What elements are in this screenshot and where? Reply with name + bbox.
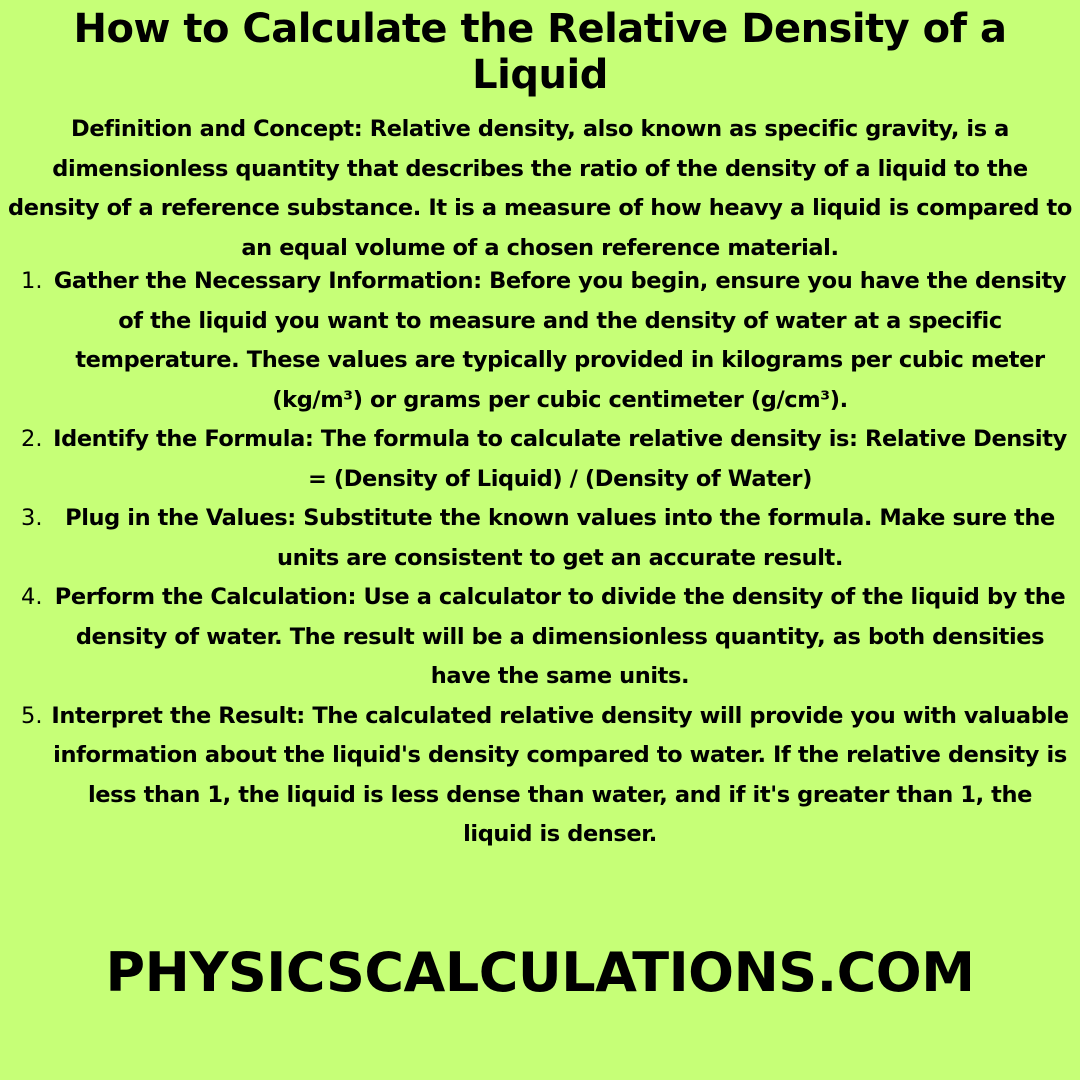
step-text: Identify the Formula: The formula to calculate relative density is: Relative Density = (Density of Liquid) / (Density of Water)	[53, 426, 1067, 492]
step-item	[0, 697, 1080, 855]
step-text: Gather the Necessary Information: Before you begin, ensure you have the density of the liquid you want to measure and the density of water at a specific temperature. These values are typically provided in kilograms per cubic meter (kg/m³) or grams per cubic centimeter (g/cm³).	[53, 268, 1067, 413]
step-text: Perform the Calculation: Use a calculator to divide the density of the liquid by the density of water. The result will be a dimensionless quantity, as both densities have the same units.	[54, 584, 1066, 689]
step-item	[0, 499, 1080, 578]
step-text: Interpret the Result: The calculated relative density will provide you with valuable information about the liquid's density compared to water. If the relative density is less than 1, the liquid is less dense than water, and if it's greater than 1, the liquid is denser.	[51, 702, 1069, 847]
step-number: 2.	[21, 426, 43, 452]
step-item	[0, 578, 1080, 697]
steps-list	[0, 262, 1080, 855]
site-watermark: PHYSICSCALCULATIONS.COM	[105, 941, 975, 1004]
step-item	[0, 420, 1080, 499]
step-number: 3.	[21, 505, 43, 531]
step-item	[0, 262, 1080, 420]
page-title: How to Calculate the Relative Density of a Liquid	[73, 6, 1007, 98]
step-number: 1.	[21, 268, 43, 294]
step-text: Plug in the Values: Substitute the known values into the formula. Make sure the units are consistent to get an accurate result.	[65, 505, 1055, 571]
step-number: 4.	[21, 584, 43, 610]
step-number: 5.	[21, 702, 43, 729]
definition-paragraph: Definition and Concept: Relative density, also known as specific gravity, is a dimensionless quantity that describes the ratio of the density of a liquid to the density of a reference substance. It is a measure of how heavy a liquid is compared to an equal volume of a chosen reference material.	[8, 116, 1072, 261]
